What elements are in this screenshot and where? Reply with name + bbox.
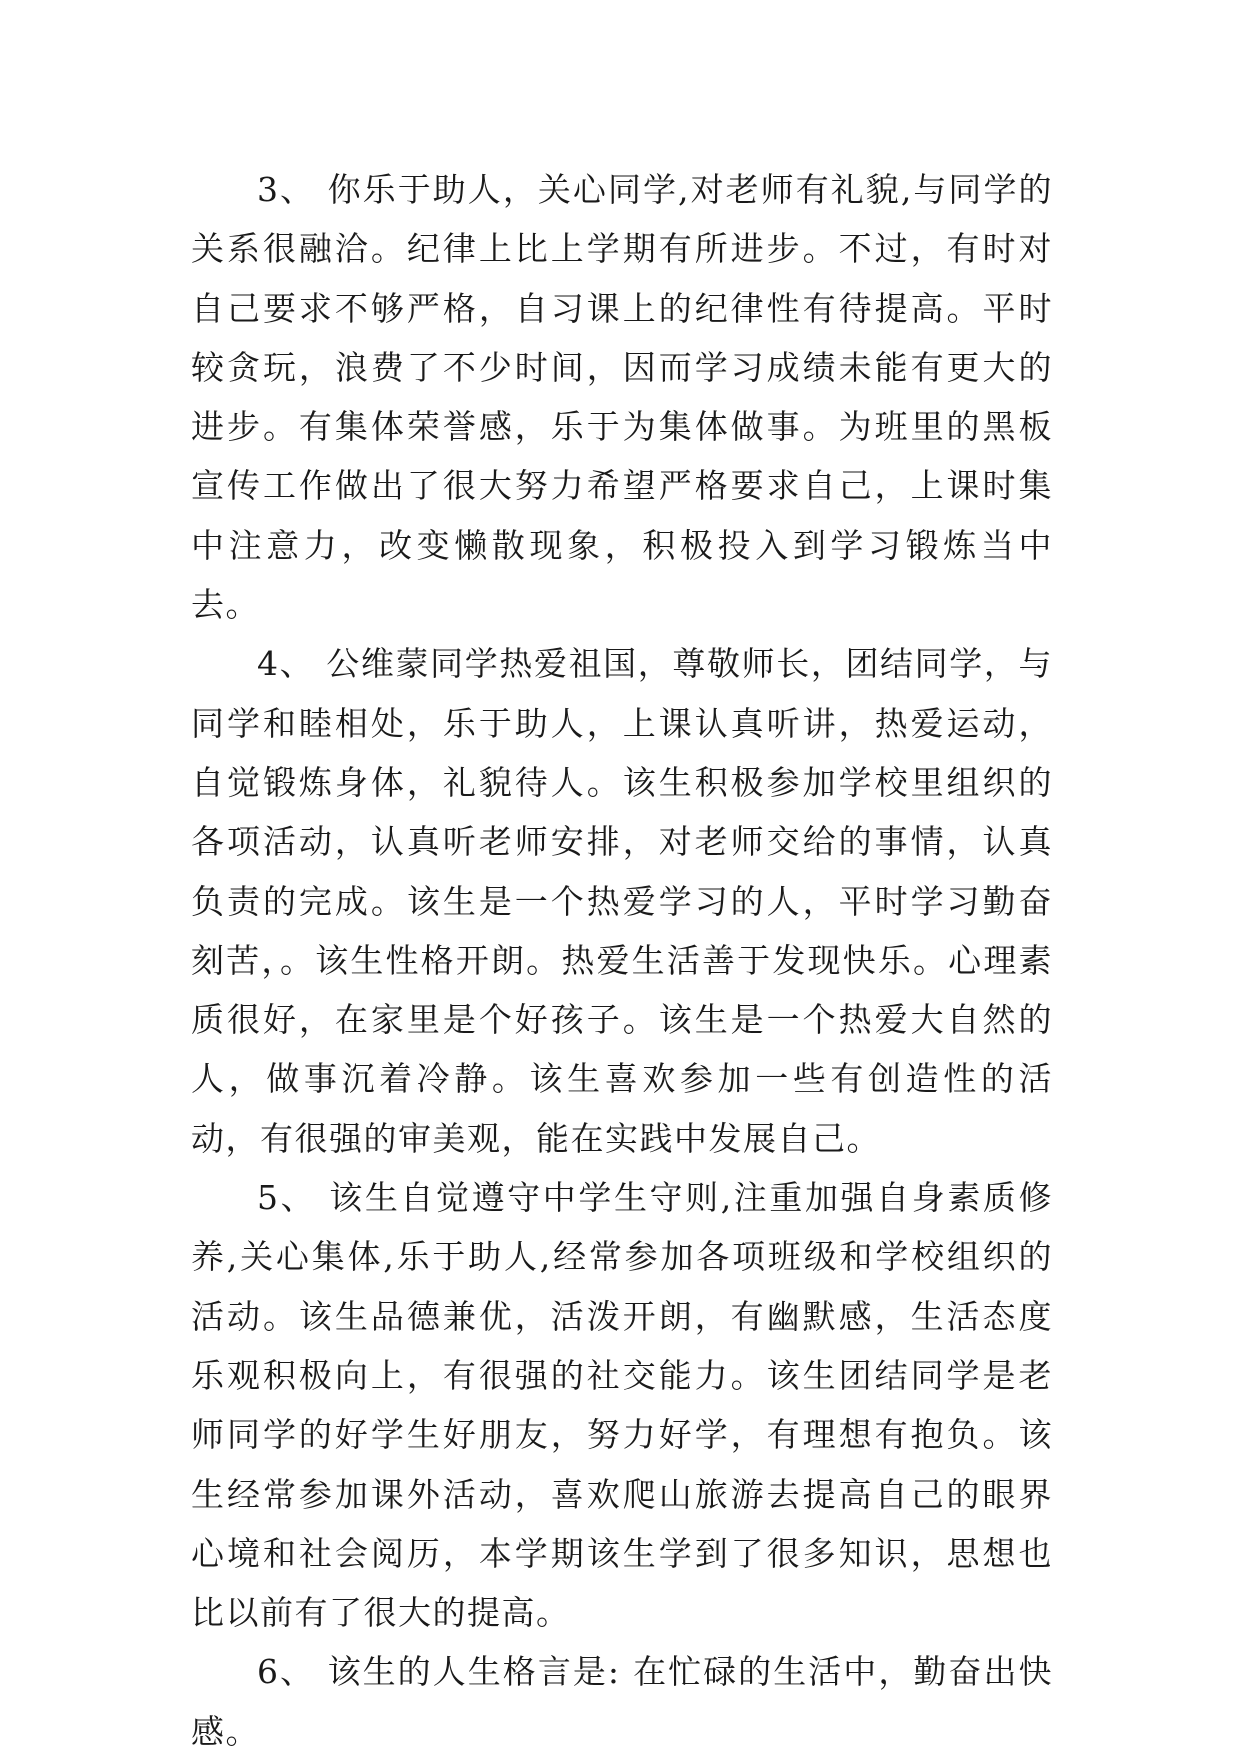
document-body [191,160,1053,1761]
paragraph-3: 3、 你乐于助人，关心同学,对老师有礼貌,与同学的关系很融洽。纪律上比上学期有所进步。不过，有时对自己要求不够严格，自习课上的纪律性有待提高。平时较贪玩，浪费了不少时间，因而学习成绩未能有更大的进步。有集体荣誉感，乐于为集体做事。为班里的黑板宣传工作做出了很大努力希望严格要求自己，上课时集中注意力，改变懒散现象，积极投入到学习锻炼当中去。 [191,170,1053,625]
paragraph-4: 4、 公维蒙同学热爱祖国，尊敬师长，团结同学，与同学和睦相处，乐于助人，上课认真听讲，热爱运动，自觉锻炼身体，礼貌待人。该生积极参加学校里组织的各项活动，认真听老师安排，对老师交给的事情，认真负责的完成。该生是一个热爱学习的人，平时学习勤奋刻苦，。该生性格开朗。热爱生活善于发现快乐。心理素质很好，在家里是个好孩子。该生是一个热爱大自然的人，做事沉着冷静。该生喜欢参加一些有创造性的活动，有很强的审美观，能在实践中发展自己。 [191,644,1053,1158]
paragraph-5: 5、 该生自觉遵守中学生守则,注重加强自身素质修养,关心集体,乐于助人,经常参加各项班级和学校组织的活动。该生品德兼优，活泼开朗，有幽默感，生活态度乐观积极向上，有很强的社交能力。该生团结同学是老师同学的好学生好朋友，努力好学，有理想有抱负。该生经常参加课外活动，喜欢爬山旅游去提高自己的眼界心境和社会阅历，本学期该生学到了很多知识，思想也比以前有了很大的提高。 [191,1178,1053,1633]
paragraph-6: 6、 该生的人生格言是: 在忙碌的生活中，勤奋出快感。 [191,1652,1053,1751]
